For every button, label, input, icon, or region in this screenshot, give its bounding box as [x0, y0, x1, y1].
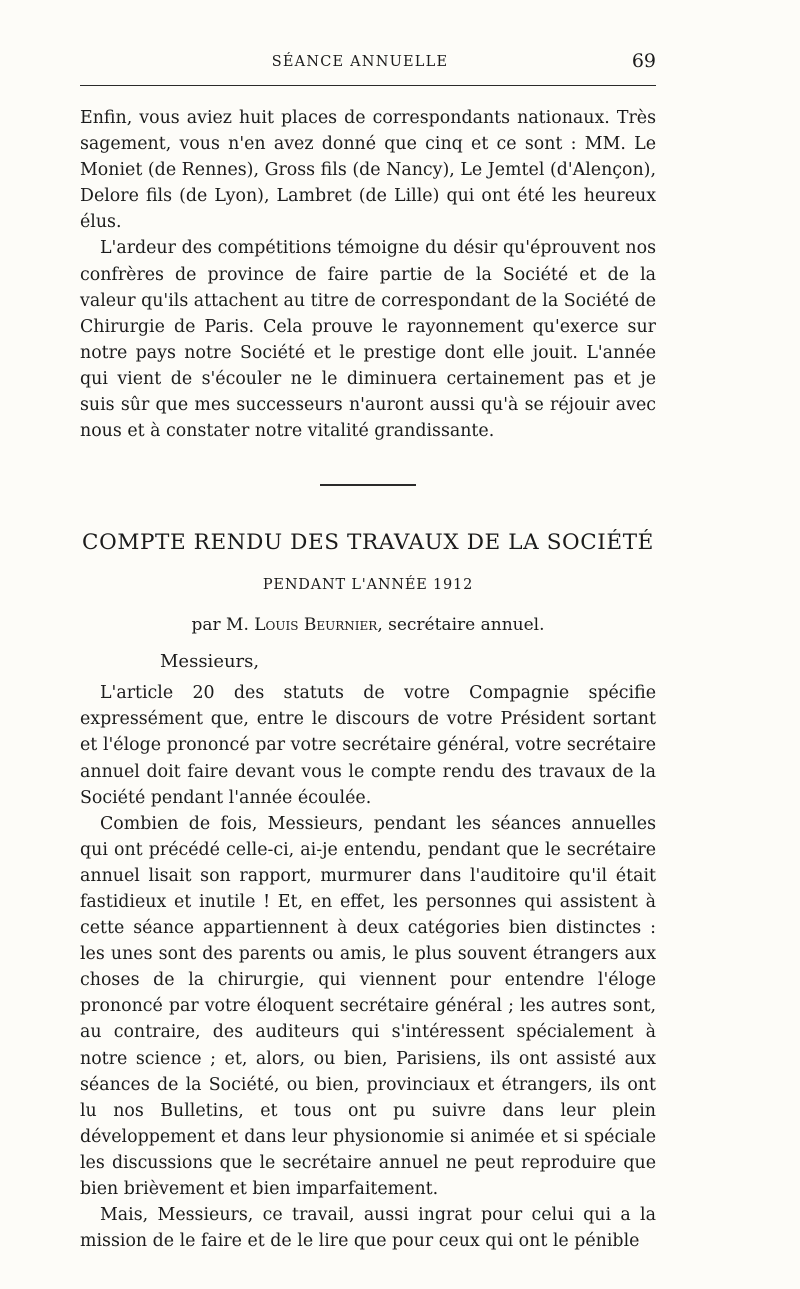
byline-suffix: , secrétaire annuel.	[377, 615, 545, 636]
byline	[80, 615, 656, 635]
body-paragraph-3: Mais, Messieurs, ce travail, aussi ingrat pour celui qui a la mission de le faire et de le lire que pour ceux qui ont le pénible	[80, 1205, 656, 1252]
author-name: Louis Beurnier	[254, 615, 378, 636]
running-title: SÉANCE ANNUELLE	[271, 54, 449, 70]
body-paragraph-1: L'article 20 des statuts de votre Compagnie spécifie expressément que, entre le discours de votre Président sortant et l'éloge prononcé par votre secrétaire général, votre secrétaire annuel doit faire devant vous le compte rendu des travaux de la Société pendant l'année écoulée.	[80, 683, 656, 808]
byline-prefix: par M.	[191, 615, 249, 636]
running-header	[80, 48, 656, 88]
intro-paragraph-2: L'ardeur des compétitions témoigne du désir qu'éprouvent nos confrères de province de faire partie de la Société et de la valeur qu'ils attachent au titre de correspondant de la Société de Chirurgie de Paris. Cela prouve le rayonnement qu'exerce sur notre pays notre Société et le prestige dont elle jouit. L'année qui vient de s'écouler ne le diminuera certainement pas et je suis sûr que mes successeurs n'auront aussi qu'à se réjouir avec nous et à constater notre vitalité grandissante.	[80, 238, 656, 442]
section-separator	[320, 484, 416, 486]
document-page	[80, 48, 656, 1254]
section-title: COMPTE RENDU DES TRAVAUX DE LA SOCIÉTÉ	[82, 530, 654, 556]
section-subtitle: PENDANT L'ANNÉE 1912	[262, 577, 474, 594]
header-rule	[80, 85, 656, 86]
body-paragraph-2: Combien de fois, Messieurs, pendant les séances annuelles qui ont précédé celle-ci, ai-je entendu, pendant que le secrétaire annuel lisait son rapport, murmurer dans l'auditoire qu'il était fastidieux et inutile ! Et, en effet, les personnes qui assistent à cette séance appartiennent à deux catégories bien distinctes : les unes sont des parents ou amis, le plus souvent étrangers aux choses de la chirurgie, qui viennent pour entendre l'éloge prononcé par votre éloquent secrétaire général ; les autres sont, au contraire, des auditeurs qui s'intéressent spécialement à notre science ; et, alors, ou bien, Parisiens, ils ont assisté aux séances de la Société, ou bien, provinciaux et étrangers, ils ont lu nos Bulletins, et tous ont pu suivre dans leur plein développement et dans leur physionomie si animée et si spéciale les discussions que le secrétaire annuel ne peut reproduire que bien brièvement et bien imparfaitement.	[80, 813, 656, 1199]
intro-paragraph-1: Enfin, vous aviez huit places de correspondants nationaux. Très sagement, vous n'en avez donné que cinq et ce sont : MM. Le Moniet (de Rennes), Gross fils (de Nancy), Le Jemtel (d'Alençon), Delore fils (de Lyon), Lambret (de Lille) qui ont été les heureux élus.	[80, 108, 656, 233]
page-number: 69	[631, 50, 656, 72]
salutation: Messieurs,	[160, 651, 260, 673]
